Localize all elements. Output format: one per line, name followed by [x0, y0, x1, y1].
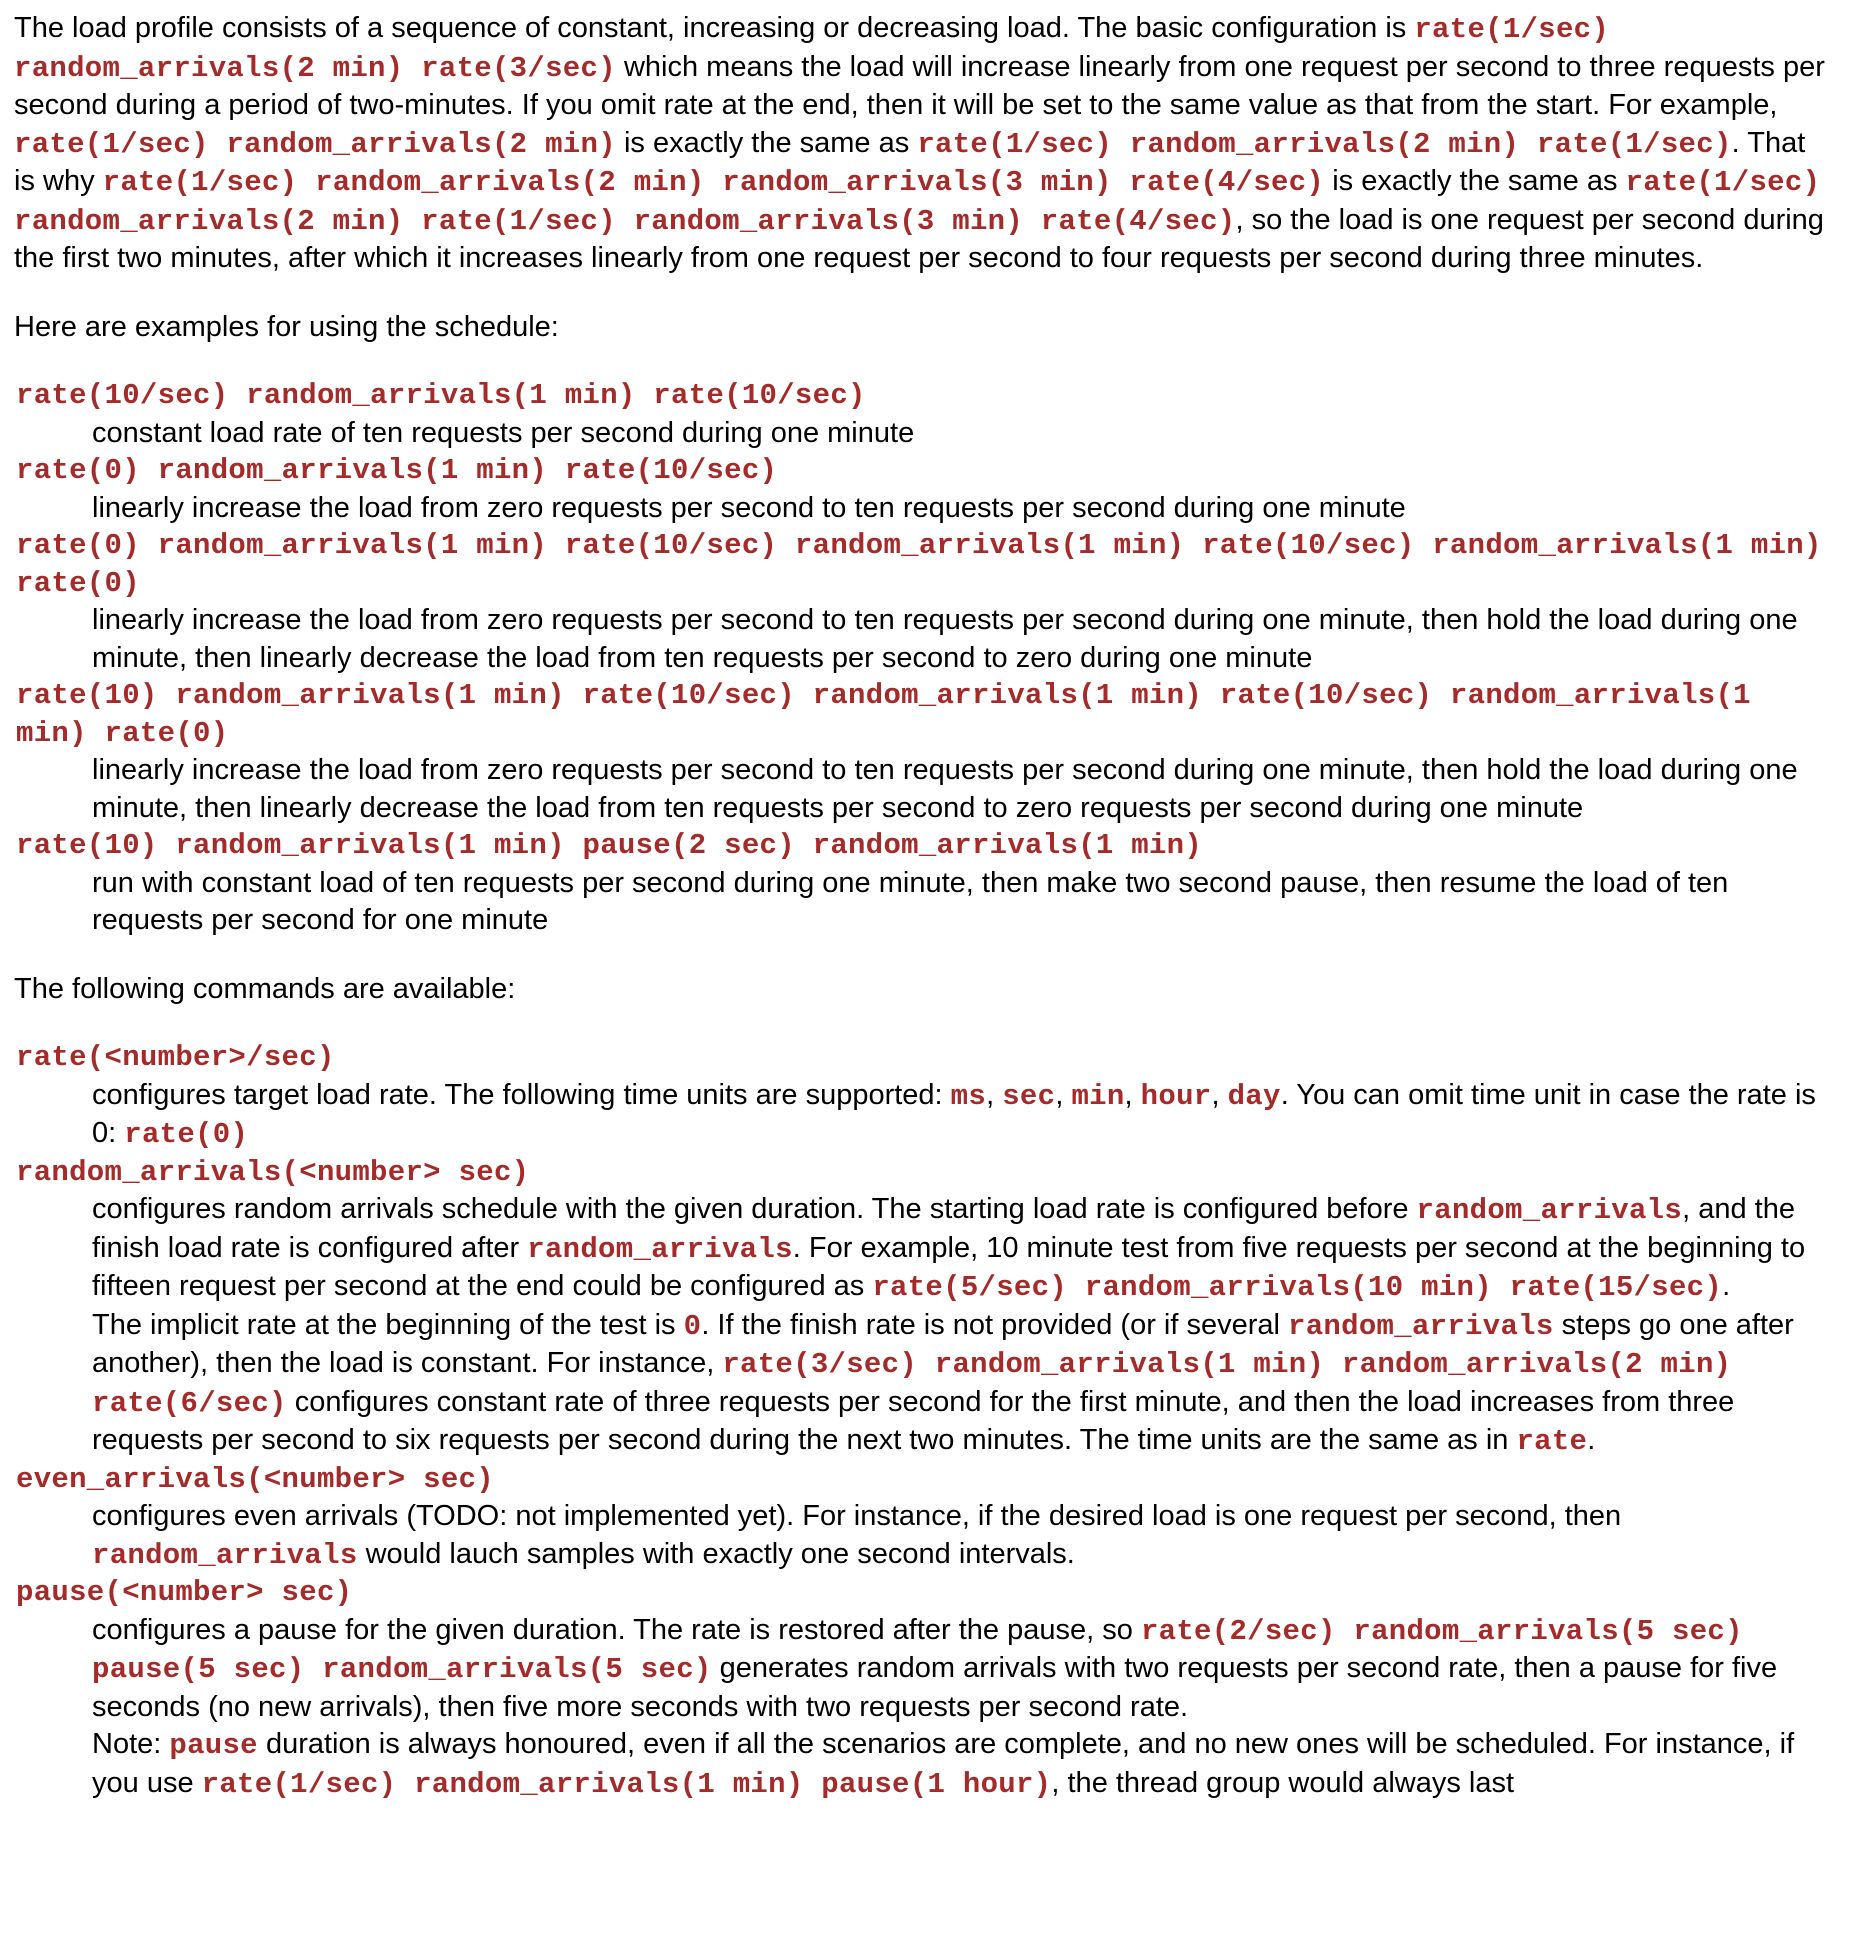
command-even-arrivals-description — [92, 1498, 1832, 1574]
desc-text: . — [1722, 1270, 1731, 1302]
example-code: rate(0) random_arrivals(1 min) rate(10/sec) — [16, 454, 778, 487]
intro-paragraph — [14, 10, 1832, 278]
example-description: run with constant load of ten requests per second during one minute, then make two second pause, then resume the load of ten requests per second for one minute — [92, 866, 1729, 936]
desc-text: . For example, 10 minute test from five requests per second at the beginning to fifteen request per second at the end could be configured as — [92, 1231, 1806, 1302]
example-description: constant load rate of ten requests per second during one minute — [92, 416, 915, 449]
desc-text: The implicit rate at the beginning of the test is — [92, 1308, 684, 1341]
intro-text: is exactly the same as — [1324, 165, 1626, 197]
desc-text: configures target load rate. The following time units are supported: — [92, 1078, 951, 1111]
desc-text: , and the finish load rate is configured after — [92, 1193, 1795, 1264]
command-pause-term: pause(<number> sec) — [16, 1576, 353, 1609]
desc-text: generates random arrivals with two requests per second rate, then a pause for five seconds (no new arrivals), then five more seconds with two requests per second rate. — [92, 1652, 1778, 1723]
command-pause-note — [92, 1726, 1832, 1803]
desc-text: . — [1587, 1424, 1596, 1456]
example-code: rate(0) random_arrivals(1 min) rate(10/sec) random_arrivals(1 min) rate(10/sec) random_arrivals(1 min) rate(0) — [16, 529, 1822, 600]
command-even-arrivals-term: even_arrivals(<number> sec) — [16, 1462, 494, 1496]
command-random-arrivals-description-cont — [92, 1307, 1832, 1461]
desc-text: configures constant rate of three requests per second for the first minute, and then the load increases from three requests per second to six requests per second during the next two minutes. The time units are the same as in — [92, 1385, 1735, 1456]
command-rate-term: rate(<number>/sec) — [16, 1041, 335, 1074]
commands-heading: The following commands are available: — [14, 972, 516, 1005]
example-description: linearly increase the load from zero requests per second to ten requests per second during one minute, then hold the load during one minute, then linearly decrease the load from ten requests per second to zero requests per second during one minute — [92, 754, 1798, 824]
examples-heading: Here are examples for using the schedule: — [14, 310, 559, 343]
desc-text: , — [1055, 1078, 1072, 1111]
unit-sec: sec — [1002, 1079, 1056, 1113]
command-random-arrivals-description — [92, 1191, 1832, 1307]
inline-code: rate — [1516, 1425, 1588, 1458]
desc-text: steps go one after another), then the load is constant. For instance, — [92, 1308, 1794, 1379]
inline-code: rate(3/sec) random_arrivals(1 min) random_arrivals(2 min) rate(6/sec) — [92, 1348, 1732, 1420]
intro-code: rate(1/sec) random_arrivals(2 min) rate(3/sec) — [14, 13, 1610, 85]
inline-code: 0 — [683, 1309, 702, 1343]
intro-code: rate(1/sec) random_arrivals(2 min) rate(1/sec) — [917, 127, 1732, 161]
intro-text: which means the load will increase linearly from one request per second to three requests per second during a period of two-minutes. If you omit rate at the end, then it will be set to the same value as that from the start. For example, — [14, 50, 1825, 121]
intro-text: . That is why — [14, 126, 1806, 197]
unit-ms: ms — [950, 1079, 987, 1113]
desc-text: Note: — [92, 1728, 170, 1760]
example-description: linearly increase the load from zero requests per second to ten requests per second during one minute — [92, 491, 1406, 524]
command-random-arrivals-term: random_arrivals(<number> sec) — [16, 1155, 530, 1189]
desc-text: configures random arrivals schedule with the given duration. The starting load rate is configured before — [92, 1193, 1417, 1225]
intro-text: The load profile consists of a sequence of constant, increasing or decreasing load. The basic configuration is — [14, 12, 1415, 44]
desc-text: . You can omit time unit in case the rate is 0: — [92, 1078, 1816, 1149]
desc-text: configures even arrivals (TODO: not implemented yet). For instance, if the desired load is one request per second, then — [92, 1500, 1622, 1532]
examples-list — [14, 377, 1832, 940]
inline-code: random_arrivals — [1288, 1309, 1554, 1343]
unit-hour: hour — [1140, 1079, 1212, 1113]
example-description: linearly increase the load from zero requests per second to ten requests per second during one minute, then hold the load during one minute, then linearly decrease the load from ten requests per second to zero during one minute — [92, 604, 1798, 674]
example-code: rate(10) random_arrivals(1 min) pause(2 sec) random_arrivals(1 min) — [16, 829, 1203, 862]
example-code: rate(10) random_arrivals(1 min) rate(10/sec) random_arrivals(1 min) rate(10/sec) random_arrivals(1 min) rate(0) — [16, 679, 1751, 750]
intro-code: rate(1/sec) random_arrivals(2 min) random_arrivals(3 min) rate(4/sec) — [102, 166, 1325, 199]
intro-text: is exactly the same as — [615, 126, 918, 159]
inline-code: pause — [169, 1729, 258, 1762]
example-code: rate(10/sec) random_arrivals(1 min) rate(10/sec) — [16, 379, 866, 412]
command-pause-description — [92, 1612, 1832, 1727]
desc-text: would lauch samples with exactly one second intervals. — [357, 1537, 1075, 1570]
inline-code: rate(0) — [124, 1118, 249, 1151]
inline-code: random_arrivals — [527, 1232, 793, 1266]
intro-code: rate(1/sec) random_arrivals(2 min) rate(1/sec) random_arrivals(3 min) rate(4/sec) — [14, 166, 1821, 238]
desc-text: , — [1211, 1078, 1228, 1111]
commands-list — [14, 1039, 1832, 1803]
inline-code: rate(2/sec) random_arrivals(5 sec) pause(5 sec) random_arrivals(5 sec) — [92, 1614, 1743, 1686]
intro-text: , so the load is one request per second during the first two minutes, after which it increases linearly from one request per second to four requests per second during three minutes. — [14, 203, 1824, 274]
desc-text: , — [1124, 1078, 1141, 1111]
unit-day: day — [1227, 1079, 1281, 1113]
desc-text: . If the finish rate is not provided (or if several — [701, 1308, 1289, 1341]
intro-code: rate(1/sec) random_arrivals(2 min) — [14, 127, 616, 161]
command-rate-description — [92, 1077, 1832, 1154]
desc-text: , the thread group would always last — [1051, 1766, 1515, 1799]
inline-code: random_arrivals — [1416, 1194, 1683, 1227]
desc-text: duration is always honoured, even if all the scenarios are complete, and no new ones will be scheduled. For instance, if you use — [92, 1728, 1795, 1799]
inline-code: rate(5/sec) random_arrivals(10 min) rate(15/sec) — [872, 1271, 1723, 1304]
unit-min: min — [1071, 1079, 1125, 1113]
inline-code: random_arrivals — [92, 1538, 358, 1572]
desc-text: configures a pause for the given duration. The rate is restored after the pause, so — [92, 1613, 1141, 1646]
inline-code: rate(1/sec) random_arrivals(1 min) pause(1 hour) — [201, 1767, 1052, 1801]
desc-text: , — [986, 1078, 1003, 1111]
